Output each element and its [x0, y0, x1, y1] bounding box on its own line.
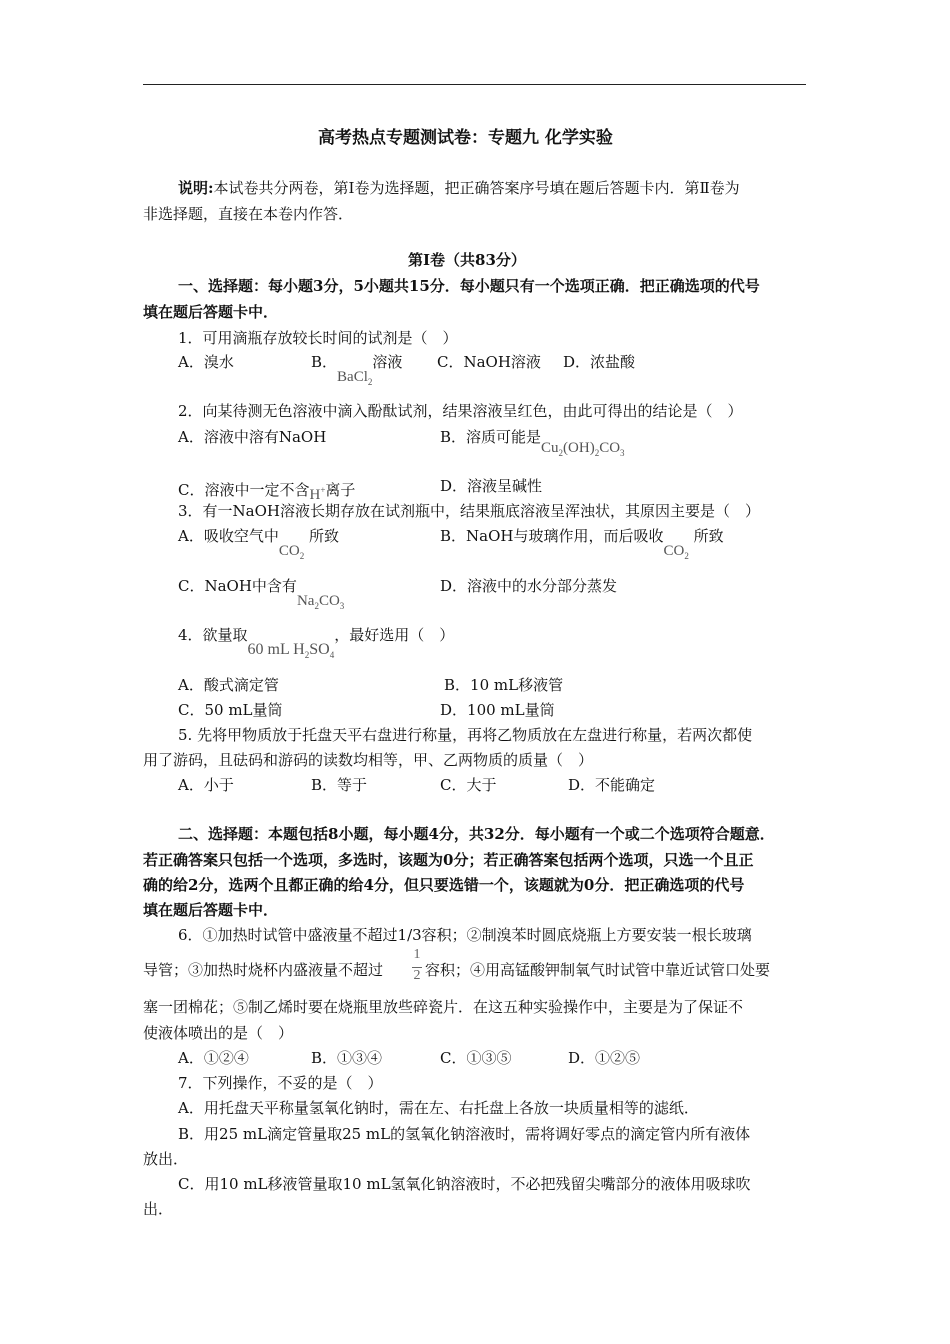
q6-option-a: A．①②④: [178, 1049, 249, 1067]
q5-line-2: 用了游码，且砝码和游码的读数均相等，甲、乙两物质的质量（ ）: [143, 751, 594, 769]
q6-line-4: 使液体喷出的是（ ）: [143, 1024, 294, 1042]
q2-stem: 2．向某待测无色溶液中滴入酚酞试剂，结果溶液呈红色，由此可得出的结论是（ ）: [178, 402, 743, 420]
q6-fraction-numerator: 1: [413, 947, 421, 962]
q6-fraction-denominator: 2: [413, 968, 421, 983]
section2-line-1: 二、选择题：本题包括8小题，每小题4分，共32分．每小题有一个或二个选项符合题意．: [178, 825, 775, 843]
intro-label: 说明:: [178, 179, 214, 197]
q2-option-d: D．溶液呈碱性: [440, 477, 543, 495]
q5-option-d: D．不能确定: [568, 776, 656, 794]
q3-option-c: C．NaOH中含有$Na_2CO_3$: [178, 577, 345, 611]
q6-option-b: B．①③④: [311, 1049, 383, 1067]
q7-stem: 7．下列操作，不妥的是（ ）: [178, 1074, 383, 1092]
q3-co2-formula-a: $CO_2$: [278, 543, 305, 561]
q2-option-b: B．溶质可能是$Cu_2(OH)_2CO_3$: [440, 428, 625, 458]
q6-option-d: D．①②⑤: [568, 1049, 641, 1067]
q3-co2-formula-b: $CO_2$: [663, 543, 689, 561]
q5-line-1: 5. 先将甲物质放于托盘天平右盘进行称量，再将乙物质放在左盘进行称量，若两次都使: [178, 726, 753, 744]
q7-option-c-line-1: C．用10 mL移液管量取10 mL氢氧化钠溶液时，不必把残留尖嘴部分的液体用吸球吹: [178, 1175, 751, 1193]
q1-option-c: C．NaOH溶液: [437, 353, 541, 371]
q7-option-c-line-2: 出．: [143, 1200, 174, 1218]
q1-option-b-label: B．: [311, 353, 338, 371]
q1-option-a: A．溴水: [178, 353, 234, 371]
page-title: 高考热点专题测试卷：专题九 化学实验: [318, 128, 613, 148]
q2-option-a: A．溶液中溶有NaOH: [178, 428, 327, 446]
section1-line-1: 一、选择题：每小题3分，5小题共15分．每小题只有一个选项正确．把正确选项的代号: [178, 277, 760, 295]
q3-option-b: B．NaOH与玻璃作用，而后吸收$CO_2$ 所致: [440, 527, 724, 561]
section2-line-4: 填在题后答题卡中．: [143, 901, 279, 919]
q5-option-c: C．大于: [440, 776, 497, 794]
q2-hplus-formula: H+: [309, 485, 326, 503]
q6-line-2-prefix: 导管；③加热时烧杯内盛液量不超过: [143, 961, 384, 979]
section2-line-2: 若正确答案只包括一个选项，多选时，该题为0分；若正确答案包括两个选项，只选一个且正: [143, 851, 754, 869]
intro-line-1: [178, 178, 740, 198]
q4-stem: 4．欲量取60 mL $H_2SO_4$，最好选用（ ）: [178, 626, 455, 661]
intro-line-2: 非选择题，直接在本卷内作答．: [143, 205, 354, 223]
q7-option-b-line-1: B．用25 mL滴定管量取25 mL的氢氧化钠溶液时，需将调好零点的滴定管内所有液体: [178, 1125, 751, 1143]
q3-option-d: D．溶液中的水分部分蒸发: [440, 577, 618, 595]
intro-text-1: 本试卷共分两卷，第Ⅰ卷为选择题，把正确答案序号填在题后答题卡内．第Ⅱ卷为: [213, 179, 740, 197]
q4-h2so4-formula: 60 mL $H_2SO_4$: [247, 641, 335, 661]
q1-bacl2-formula: BaCl$_2$: [337, 369, 373, 387]
q1-option-b: [311, 352, 403, 387]
q6-line-1: 6．①加热时试管中盛液量不超过1/3容积；②制溴苯时圆底烧瓶上方要安装一根长玻璃: [178, 926, 752, 944]
q1-stem: 1．可用滴瓶存放较长时间的试剂是（ ）: [178, 329, 458, 347]
q2-formula: $Cu_2(OH)_2CO_3$: [541, 440, 625, 458]
q3-option-a: A．吸收空气中$CO_2$ 所致: [178, 527, 339, 561]
q5-option-a: A．小于: [178, 776, 234, 794]
q6-line-3: 塞一团棉花；⑤制乙烯时要在烧瓶里放些碎瓷片．在这五种实验操作中，主要是为了保证不: [143, 998, 744, 1016]
q4-option-b: B．10 mL移液管: [444, 676, 564, 694]
q4-option-c: C．50 mL量筒: [178, 701, 283, 719]
q6-option-c: C．①③⑤: [440, 1049, 512, 1067]
header-rule: [143, 84, 806, 85]
q6-fraction: [411, 947, 423, 989]
q3-na2co3-formula: $Na_2CO_3$: [296, 593, 345, 611]
section1-line-2: 填在题后答题卡中．: [143, 303, 279, 321]
part1-title: 第Ⅰ卷（共83分）: [408, 251, 526, 269]
section2-line-3: 确的给2分，选两个且都正确的给4分，但只要选错一个，该题就为0分．把正确选项的代号: [143, 876, 745, 894]
q3-stem: 3．有一NaOH溶液长期存放在试剂瓶中，结果瓶底溶液呈浑浊状，其原因主要是（ ）: [178, 502, 760, 520]
q7-option-b-line-2: 放出．: [143, 1150, 189, 1168]
q1-option-d: D．浓盐酸: [563, 353, 636, 371]
q1-option-b-suffix: 溶液: [372, 353, 403, 371]
q4-option-a: A．酸式滴定管: [178, 676, 279, 694]
q2-option-c: C．溶液中一定不含H+离子: [178, 481, 356, 503]
q5-option-b: B．等于: [311, 776, 368, 794]
q7-option-a: A．用托盘天平称量氢氧化钠时，需在左、右托盘上各放一块质量相等的滤纸．: [178, 1099, 699, 1117]
q6-line-2-suffix: 容积；④用高锰酸钾制氧气时试管中靠近试管口处要: [425, 961, 771, 979]
q4-option-d: D．100 mL量筒: [440, 701, 555, 719]
